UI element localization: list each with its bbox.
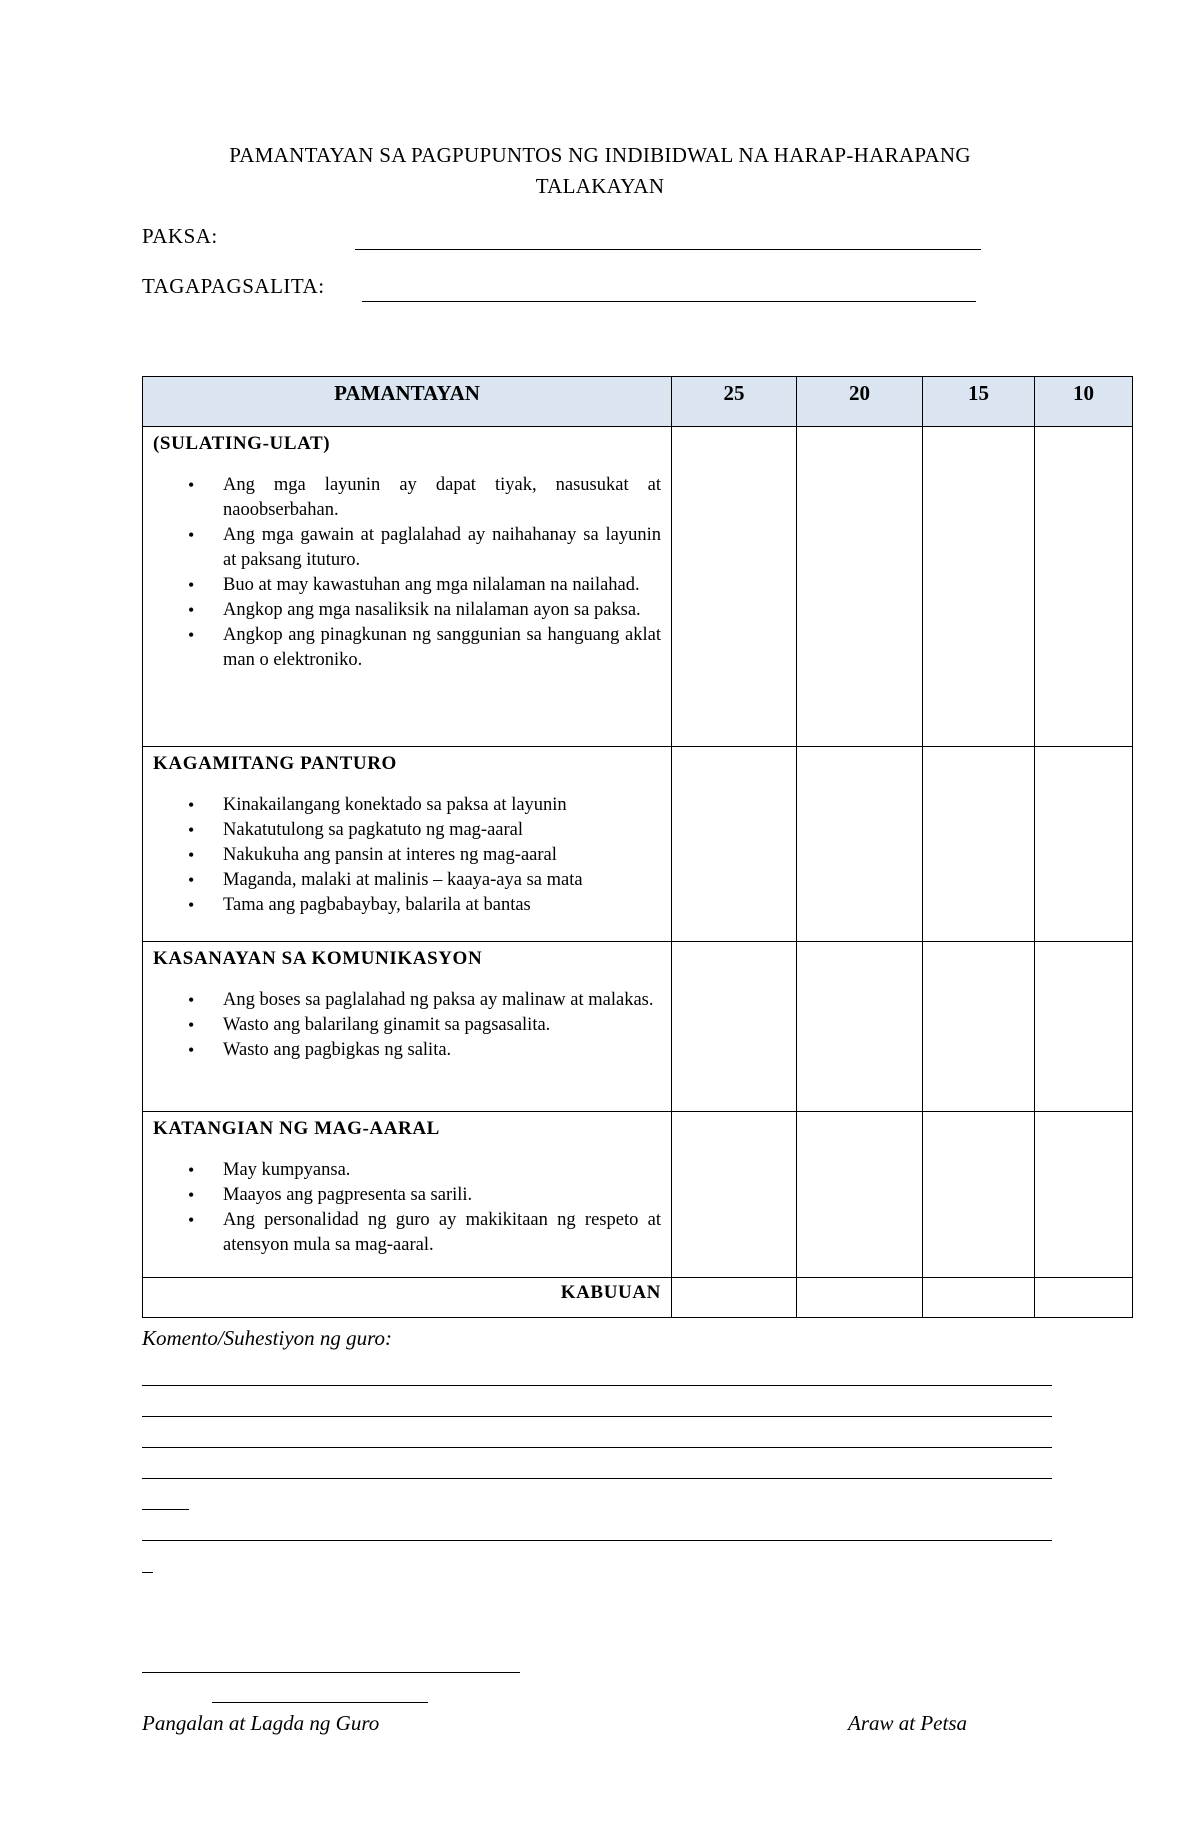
section-title: KAGAMITANG PANTURO bbox=[153, 753, 397, 774]
score-cell-25[interactable] bbox=[672, 942, 797, 1112]
score-cell-20[interactable] bbox=[797, 427, 923, 747]
criteria-item: • Maganda, malaki at malinis – kaaya-aya sa mata bbox=[223, 868, 661, 893]
criteria-cell bbox=[143, 1112, 672, 1278]
section-title: (SULATING-ULAT) bbox=[153, 433, 331, 454]
section-row-kagamitang-panturo bbox=[143, 747, 1133, 942]
section-row-sulating-ulat bbox=[143, 427, 1133, 747]
criteria-item: • Ang boses sa paglalahad ng paksa ay malinaw at malakas. bbox=[223, 988, 661, 1013]
criteria-cell bbox=[143, 747, 672, 942]
comment-label: Komento/Suhestiyon ng guro: bbox=[142, 1326, 393, 1350]
score-cell-20[interactable] bbox=[797, 942, 923, 1112]
criteria-item: • Maayos ang pagpresenta sa sarili. bbox=[223, 1183, 661, 1208]
criteria-item: • Ang mga layunin ay dapat tiyak, nasusukat at naoobserbahan. bbox=[223, 473, 661, 523]
score-cell-10[interactable] bbox=[1035, 747, 1133, 942]
header-score-20: 20 bbox=[797, 377, 923, 427]
criteria-item: • Wasto ang pagbigkas ng salita. bbox=[223, 1038, 661, 1063]
criteria-list bbox=[153, 793, 661, 918]
rubric-header-row bbox=[143, 377, 1133, 427]
criteria-list bbox=[153, 1158, 661, 1258]
criteria-item: • May kumpyansa. bbox=[223, 1158, 661, 1183]
score-cell-15[interactable] bbox=[923, 747, 1035, 942]
score-cell-20[interactable] bbox=[797, 1112, 923, 1278]
criteria-list bbox=[153, 473, 661, 673]
score-cell-15[interactable] bbox=[923, 427, 1035, 747]
score-cell-25[interactable] bbox=[672, 427, 797, 747]
criteria-item: • Ang mga gawain at paglalahad ay naihahanay sa layunin at paksang ituturo. bbox=[223, 523, 661, 573]
total-label: KABUUAN bbox=[143, 1278, 672, 1318]
comment-line[interactable] bbox=[142, 1540, 1052, 1541]
title-line-2: TALAKAYAN bbox=[535, 174, 665, 198]
score-cell-15[interactable] bbox=[923, 942, 1035, 1112]
criteria-item: • Ang personalidad ng guro ay makikitaan ng respeto at atensyon mula sa mag-aaral. bbox=[223, 1208, 661, 1258]
score-cell-10[interactable] bbox=[1035, 1112, 1133, 1278]
header-score-10: 10 bbox=[1035, 377, 1133, 427]
total-cell-25[interactable] bbox=[672, 1278, 797, 1318]
criteria-cell bbox=[143, 942, 672, 1112]
tagapagsalita-label: TAGAPAGSALITA: bbox=[142, 274, 325, 298]
criteria-item: • Angkop ang mga nasaliksik na nilalaman ayon sa paksa. bbox=[223, 598, 661, 623]
paksa-blank-line[interactable] bbox=[355, 249, 981, 250]
section-row-katangian-ng-mag-aaral bbox=[143, 1112, 1133, 1278]
comment-line[interactable] bbox=[142, 1478, 1052, 1479]
rubric-table bbox=[142, 376, 1133, 1318]
teacher-name-signature-label: Pangalan at Lagda ng Guro bbox=[142, 1711, 380, 1735]
criteria-item: • Buo at may kawastuhan ang mga nilalaman na nailahad. bbox=[223, 573, 661, 598]
criteria-item: • Nakatutulong sa pagkatuto ng mag-aaral bbox=[223, 818, 661, 843]
comment-line-stub[interactable] bbox=[142, 1572, 153, 1573]
document-title bbox=[140, 140, 1060, 202]
score-cell-15[interactable] bbox=[923, 1112, 1035, 1278]
paksa-label: PAKSA: bbox=[142, 224, 218, 248]
total-cell-15[interactable] bbox=[923, 1278, 1035, 1318]
criteria-item: • Angkop ang pinagkunan ng sanggunian sa hanguang aklat man o elektroniko. bbox=[223, 623, 661, 673]
criteria-item: • Wasto ang balarilang ginamit sa pagsasalita. bbox=[223, 1013, 661, 1038]
score-cell-20[interactable] bbox=[797, 747, 923, 942]
criteria-item: • Kinakailangang konektado sa paksa at layunin bbox=[223, 793, 661, 818]
comment-line[interactable] bbox=[142, 1447, 1052, 1448]
tagapagsalita-blank-line[interactable] bbox=[362, 301, 976, 302]
score-cell-25[interactable] bbox=[672, 747, 797, 942]
section-title: KASANAYAN SA KOMUNIKASYON bbox=[153, 948, 483, 969]
criteria-list bbox=[153, 988, 661, 1063]
comment-line[interactable] bbox=[142, 1385, 1052, 1386]
criteria-cell bbox=[143, 427, 672, 747]
total-row bbox=[143, 1278, 1133, 1318]
section-title: KATANGIAN NG MAG-AARAL bbox=[153, 1118, 440, 1139]
total-cell-20[interactable] bbox=[797, 1278, 923, 1318]
criteria-item: • Tama ang pagbabaybay, balarila at bantas bbox=[223, 893, 661, 918]
date-label: Araw at Petsa bbox=[848, 1711, 967, 1735]
section-row-kasanayan-sa-komunikasyon bbox=[143, 942, 1133, 1112]
total-cell-10[interactable] bbox=[1035, 1278, 1133, 1318]
signature-line[interactable] bbox=[142, 1672, 520, 1673]
header-criteria: PAMANTAYAN bbox=[143, 377, 672, 427]
score-cell-10[interactable] bbox=[1035, 427, 1133, 747]
comment-line-stub[interactable] bbox=[142, 1509, 189, 1510]
signature-subline[interactable] bbox=[212, 1702, 428, 1703]
score-cell-25[interactable] bbox=[672, 1112, 797, 1278]
criteria-item: • Nakukuha ang pansin at interes ng mag-aaral bbox=[223, 843, 661, 868]
title-line-1: PAMANTAYAN SA PAGPUPUNTOS NG INDIBIDWAL NA HARAP-HARAPANG bbox=[229, 143, 971, 167]
header-score-25: 25 bbox=[672, 377, 797, 427]
comment-line[interactable] bbox=[142, 1416, 1052, 1417]
score-cell-10[interactable] bbox=[1035, 942, 1133, 1112]
header-score-15: 15 bbox=[923, 377, 1035, 427]
